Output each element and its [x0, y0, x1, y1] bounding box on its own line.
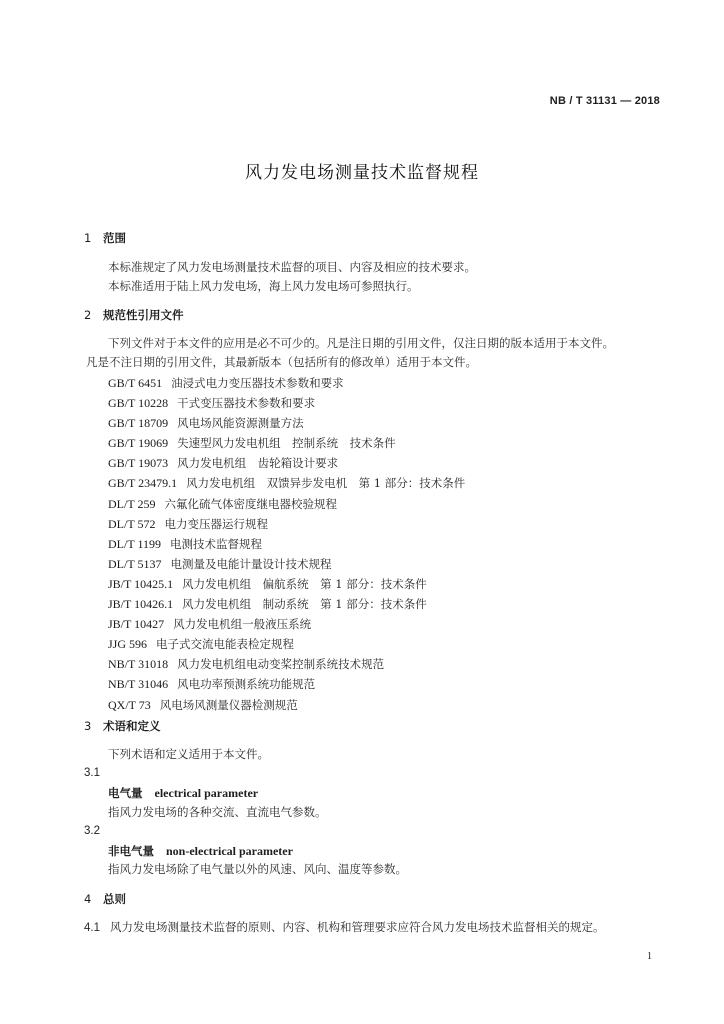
section-title: 规范性引用文件 — [103, 308, 184, 322]
term-number: 3.2 — [84, 825, 100, 837]
reference-title: 电测量及电能计量设计技术规程 — [170, 556, 332, 571]
reference-item — [108, 674, 465, 694]
clause-text: 风力发电场测量技术监督的原则、内容、机构和管理要求应符合风力发电场技术监督相关的规定。 — [110, 920, 605, 934]
reference-item — [108, 433, 465, 453]
reference-title: 风电场风测量仪器检测规范 — [159, 697, 298, 712]
reference-title: 风电场风能资源测量方法 — [177, 416, 304, 431]
reference-item — [108, 634, 465, 654]
section-2-intro-line-1: 下列文件对于本文件的应用是必不可少的。凡是注日期的引用文件，仅注日期的版本适用于本文件。 — [108, 336, 614, 350]
section-title: 总则 — [103, 892, 126, 906]
reference-code: GB/T 19073 — [108, 456, 169, 471]
reference-code: GB/T 18709 — [108, 416, 169, 431]
section-number: 3 — [84, 719, 92, 733]
reference-item — [108, 695, 465, 715]
reference-code: JB/T 10426.1 — [108, 597, 174, 612]
reference-code: NB/T 31018 — [108, 657, 169, 672]
section-4-heading — [84, 891, 126, 907]
reference-item — [108, 494, 465, 514]
term-definition: 指风力发电场除了电气量以外的风速、风向、温度等参数。 — [108, 862, 407, 876]
term-heading — [108, 785, 258, 801]
section-number: 4 — [84, 892, 92, 906]
section-2-heading — [84, 307, 184, 323]
section-number: 2 — [84, 308, 92, 322]
term-name-en: electrical parameter — [154, 786, 259, 800]
reference-item — [108, 594, 465, 614]
normative-reference-list — [108, 373, 465, 715]
term-definition: 指风力发电场的各种交流、直流电气参数。 — [108, 805, 327, 819]
reference-title: 干式变压器技术参数和要求 — [177, 396, 316, 411]
reference-item — [108, 413, 465, 433]
reference-code: JB/T 10427 — [108, 617, 165, 632]
reference-code: GB/T 19069 — [108, 436, 169, 451]
reference-item — [108, 614, 465, 634]
section-title: 术语和定义 — [103, 719, 161, 733]
section-1-paragraph-1: 本标准规定了风力发电场测量技术监督的项目、内容及相应的技术要求。 — [108, 260, 476, 274]
reference-item — [108, 534, 465, 554]
reference-code: DL/T 572 — [108, 516, 156, 531]
section-3-intro: 下列术语和定义适用于本文件。 — [108, 747, 269, 761]
reference-item — [108, 373, 465, 393]
term-name-cn: 非电气量 — [108, 844, 154, 858]
reference-title: 风力发电机组一般液压系统 — [173, 617, 312, 632]
reference-title: 风电功率预测系统功能规范 — [177, 677, 316, 692]
reference-code: GB/T 10228 — [108, 396, 169, 411]
reference-title: 风力发电机组 制动系统 第 1 部分：技术条件 — [182, 597, 427, 612]
reference-title: 六氟化硫气体密度继电器校验规程 — [164, 496, 337, 511]
clause-4-1 — [84, 919, 605, 935]
reference-title: 风力发电机组电动变桨控制系统技术规范 — [177, 657, 385, 672]
section-title: 范围 — [103, 231, 126, 245]
section-3-heading — [84, 718, 161, 734]
page-number: 1 — [647, 951, 652, 962]
reference-title: 油浸式电力变压器技术参数和要求 — [171, 376, 344, 390]
section-1-heading — [84, 230, 126, 246]
clause-number: 4.1 — [84, 922, 100, 934]
reference-item — [108, 393, 465, 413]
standard-code: NB / T 31131 — 2018 — [549, 95, 660, 107]
term-heading — [108, 843, 293, 859]
reference-title: 电力变压器运行规程 — [164, 516, 268, 531]
reference-item — [108, 473, 465, 493]
reference-code: QX/T 73 — [108, 697, 151, 712]
reference-code: GB/T 6451 — [108, 376, 163, 390]
reference-code: DL/T 5137 — [108, 556, 162, 571]
document-title: 风力发电场测量技术监督规程 — [245, 163, 479, 183]
reference-item — [108, 514, 465, 534]
reference-title: 电子式交流电能表检定规程 — [156, 637, 295, 652]
term-number: 3.1 — [84, 767, 100, 779]
section-number: 1 — [84, 231, 92, 245]
reference-item — [108, 453, 465, 473]
reference-title: 风力发电机组 齿轮箱设计要求 — [177, 456, 339, 471]
reference-code: JJG 596 — [108, 637, 148, 652]
section-2-intro-line-2: 凡是不注日期的引用文件，其最新版本（包括所有的修改单）适用于本文件。 — [86, 355, 477, 369]
reference-code: DL/T 1199 — [108, 536, 161, 551]
reference-code: JB/T 10425.1 — [108, 576, 174, 591]
term-name-cn: 电气量 — [108, 786, 143, 800]
reference-item — [108, 554, 465, 574]
reference-item — [108, 654, 465, 674]
reference-title: 风力发电机组 双馈异步发电机 第 1 部分：技术条件 — [186, 476, 466, 491]
term-name-en: non-electrical parameter — [166, 844, 293, 858]
section-1-paragraph-2: 本标准适用于陆上风力发电场，海上风力发电场可参照执行。 — [108, 279, 419, 293]
reference-item — [108, 574, 465, 594]
reference-title: 风力发电机组 偏航系统 第 1 部分：技术条件 — [182, 576, 427, 591]
reference-code: GB/T 23479.1 — [108, 476, 178, 491]
reference-title: 电测技术监督规程 — [170, 536, 262, 551]
reference-code: DL/T 259 — [108, 496, 156, 511]
reference-code: NB/T 31046 — [108, 677, 169, 692]
reference-title: 失速型风力发电机组 控制系统 技术条件 — [177, 436, 396, 451]
